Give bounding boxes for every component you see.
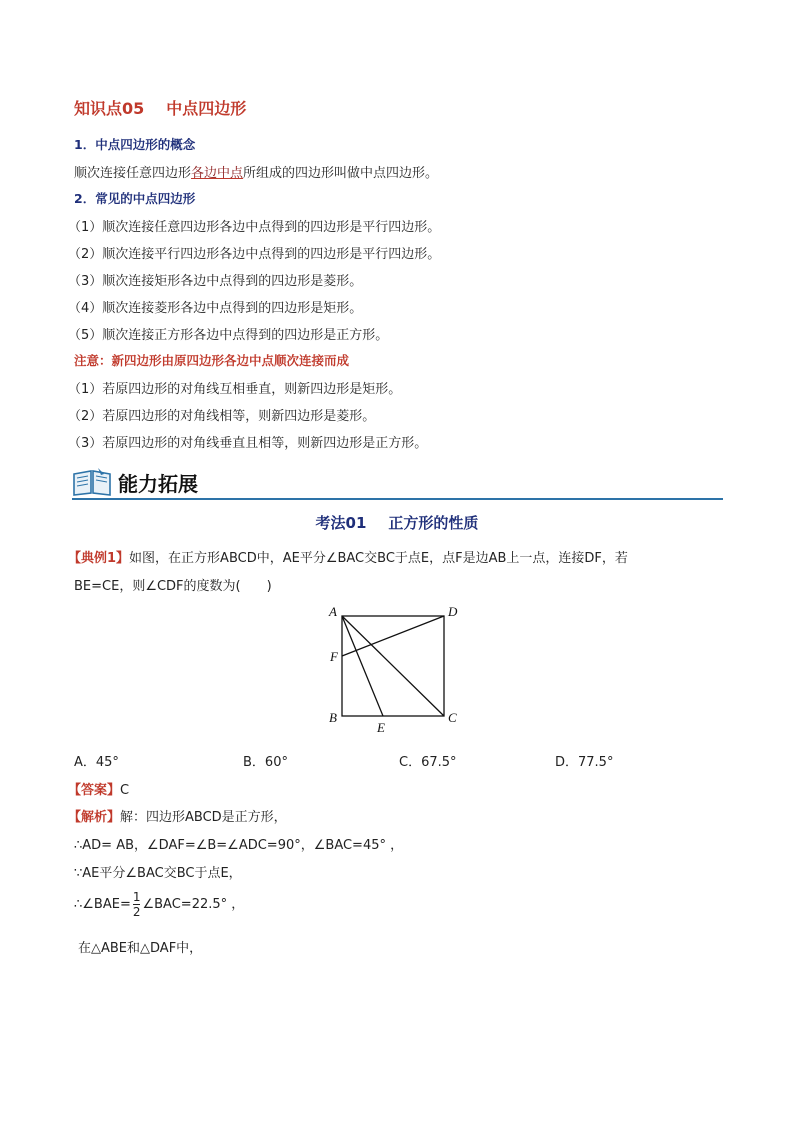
square-figure: [322, 598, 468, 738]
solution-tag: 【解析】: [68, 810, 121, 825]
option-c: C．67.5°: [399, 755, 457, 770]
label-b: B: [329, 710, 337, 725]
common-heading: 2．常见的中点四边形: [74, 191, 196, 206]
solution-line-2: ∴AD= AB，∠DAF=∠B=∠ADC=90°，∠BAC=45° ，: [74, 838, 404, 853]
concept-text: 顺次连接任意四边形各边中点所组成的四边形叫做中点四边形。: [74, 166, 439, 181]
label-d: D: [448, 604, 458, 619]
common-item-5: （5）顺次连接正方形各边中点得到的四边形是正方形。: [68, 328, 389, 343]
solution-line-3: ∵AE平分∠BAC交BC于点E，: [74, 866, 242, 881]
note-item-3: （3）若原四边形的对角线垂直且相等，则新四边形是正方形。: [68, 436, 428, 451]
common-item-1: （1）顺次连接任意四边形各边中点得到的四边形是平行四边形。: [68, 220, 441, 235]
label-a: A: [329, 604, 337, 619]
concept-heading: 1．中点四边形的概念: [74, 137, 196, 152]
kp-title-text: 中点四边形: [166, 99, 247, 118]
diagonal-ac: [342, 616, 444, 716]
example-line-2: BE=CE，则∠CDF的度数为( ): [74, 579, 272, 594]
note-heading: 注意：新四边形由原四边形各边中点顺次连接而成: [74, 353, 350, 368]
kaofa-title: 考法01 正方形的性质: [315, 514, 479, 532]
label-e: E: [377, 720, 385, 735]
note-item-2: （2）若原四边形的对角线相等，则新四边形是菱形。: [68, 409, 376, 424]
kp-label: 知识点05: [74, 99, 145, 118]
highlight-midpoints: 各边中点: [191, 166, 244, 181]
section-title: 能力拓展: [118, 472, 198, 496]
fraction-one-half: $\frac{1}{2}$: [132, 890, 141, 919]
example-tag: 【典例1】: [68, 551, 130, 566]
section-divider: [72, 498, 723, 500]
option-b: B．60°: [243, 755, 288, 770]
label-c: C: [448, 710, 457, 725]
segment-df: [342, 616, 444, 656]
solution-line-1: 【解析】解：四边形ABCD是正方形，: [68, 810, 287, 825]
option-a: A．45°: [74, 755, 119, 770]
example-line-1: 【典例1】如图，在正方形ABCD中，AE平分∠BAC交BC于点E，点F是边AB上一点，连接DF，若: [68, 551, 628, 566]
solution-line-5: 在△ABE和△DAF中，: [78, 941, 203, 956]
segment-ae: [342, 616, 383, 716]
common-item-3: （3）顺次连接矩形各边中点得到的四边形是菱形。: [68, 274, 363, 289]
option-d: D．77.5°: [555, 755, 614, 770]
answer-line: [68, 779, 129, 798]
common-item-4: （4）顺次连接菱形各边中点得到的四边形是矩形。: [68, 301, 363, 316]
book-icon: [72, 466, 112, 496]
common-item-2: （2）顺次连接平行四边形各边中点得到的四边形是平行四边形。: [68, 247, 441, 262]
solution-line-4: ∴∠BAE= $\frac{1}{2}$ ∠BAC=22.5° ，: [74, 890, 245, 919]
answer-tag: 【答案】: [68, 783, 121, 798]
label-f: F: [330, 649, 338, 664]
knowledge-point-title: [74, 96, 246, 119]
answer-value: C: [120, 783, 130, 798]
note-item-1: （1）若原四边形的对角线互相垂直，则新四边形是矩形。: [68, 382, 402, 397]
